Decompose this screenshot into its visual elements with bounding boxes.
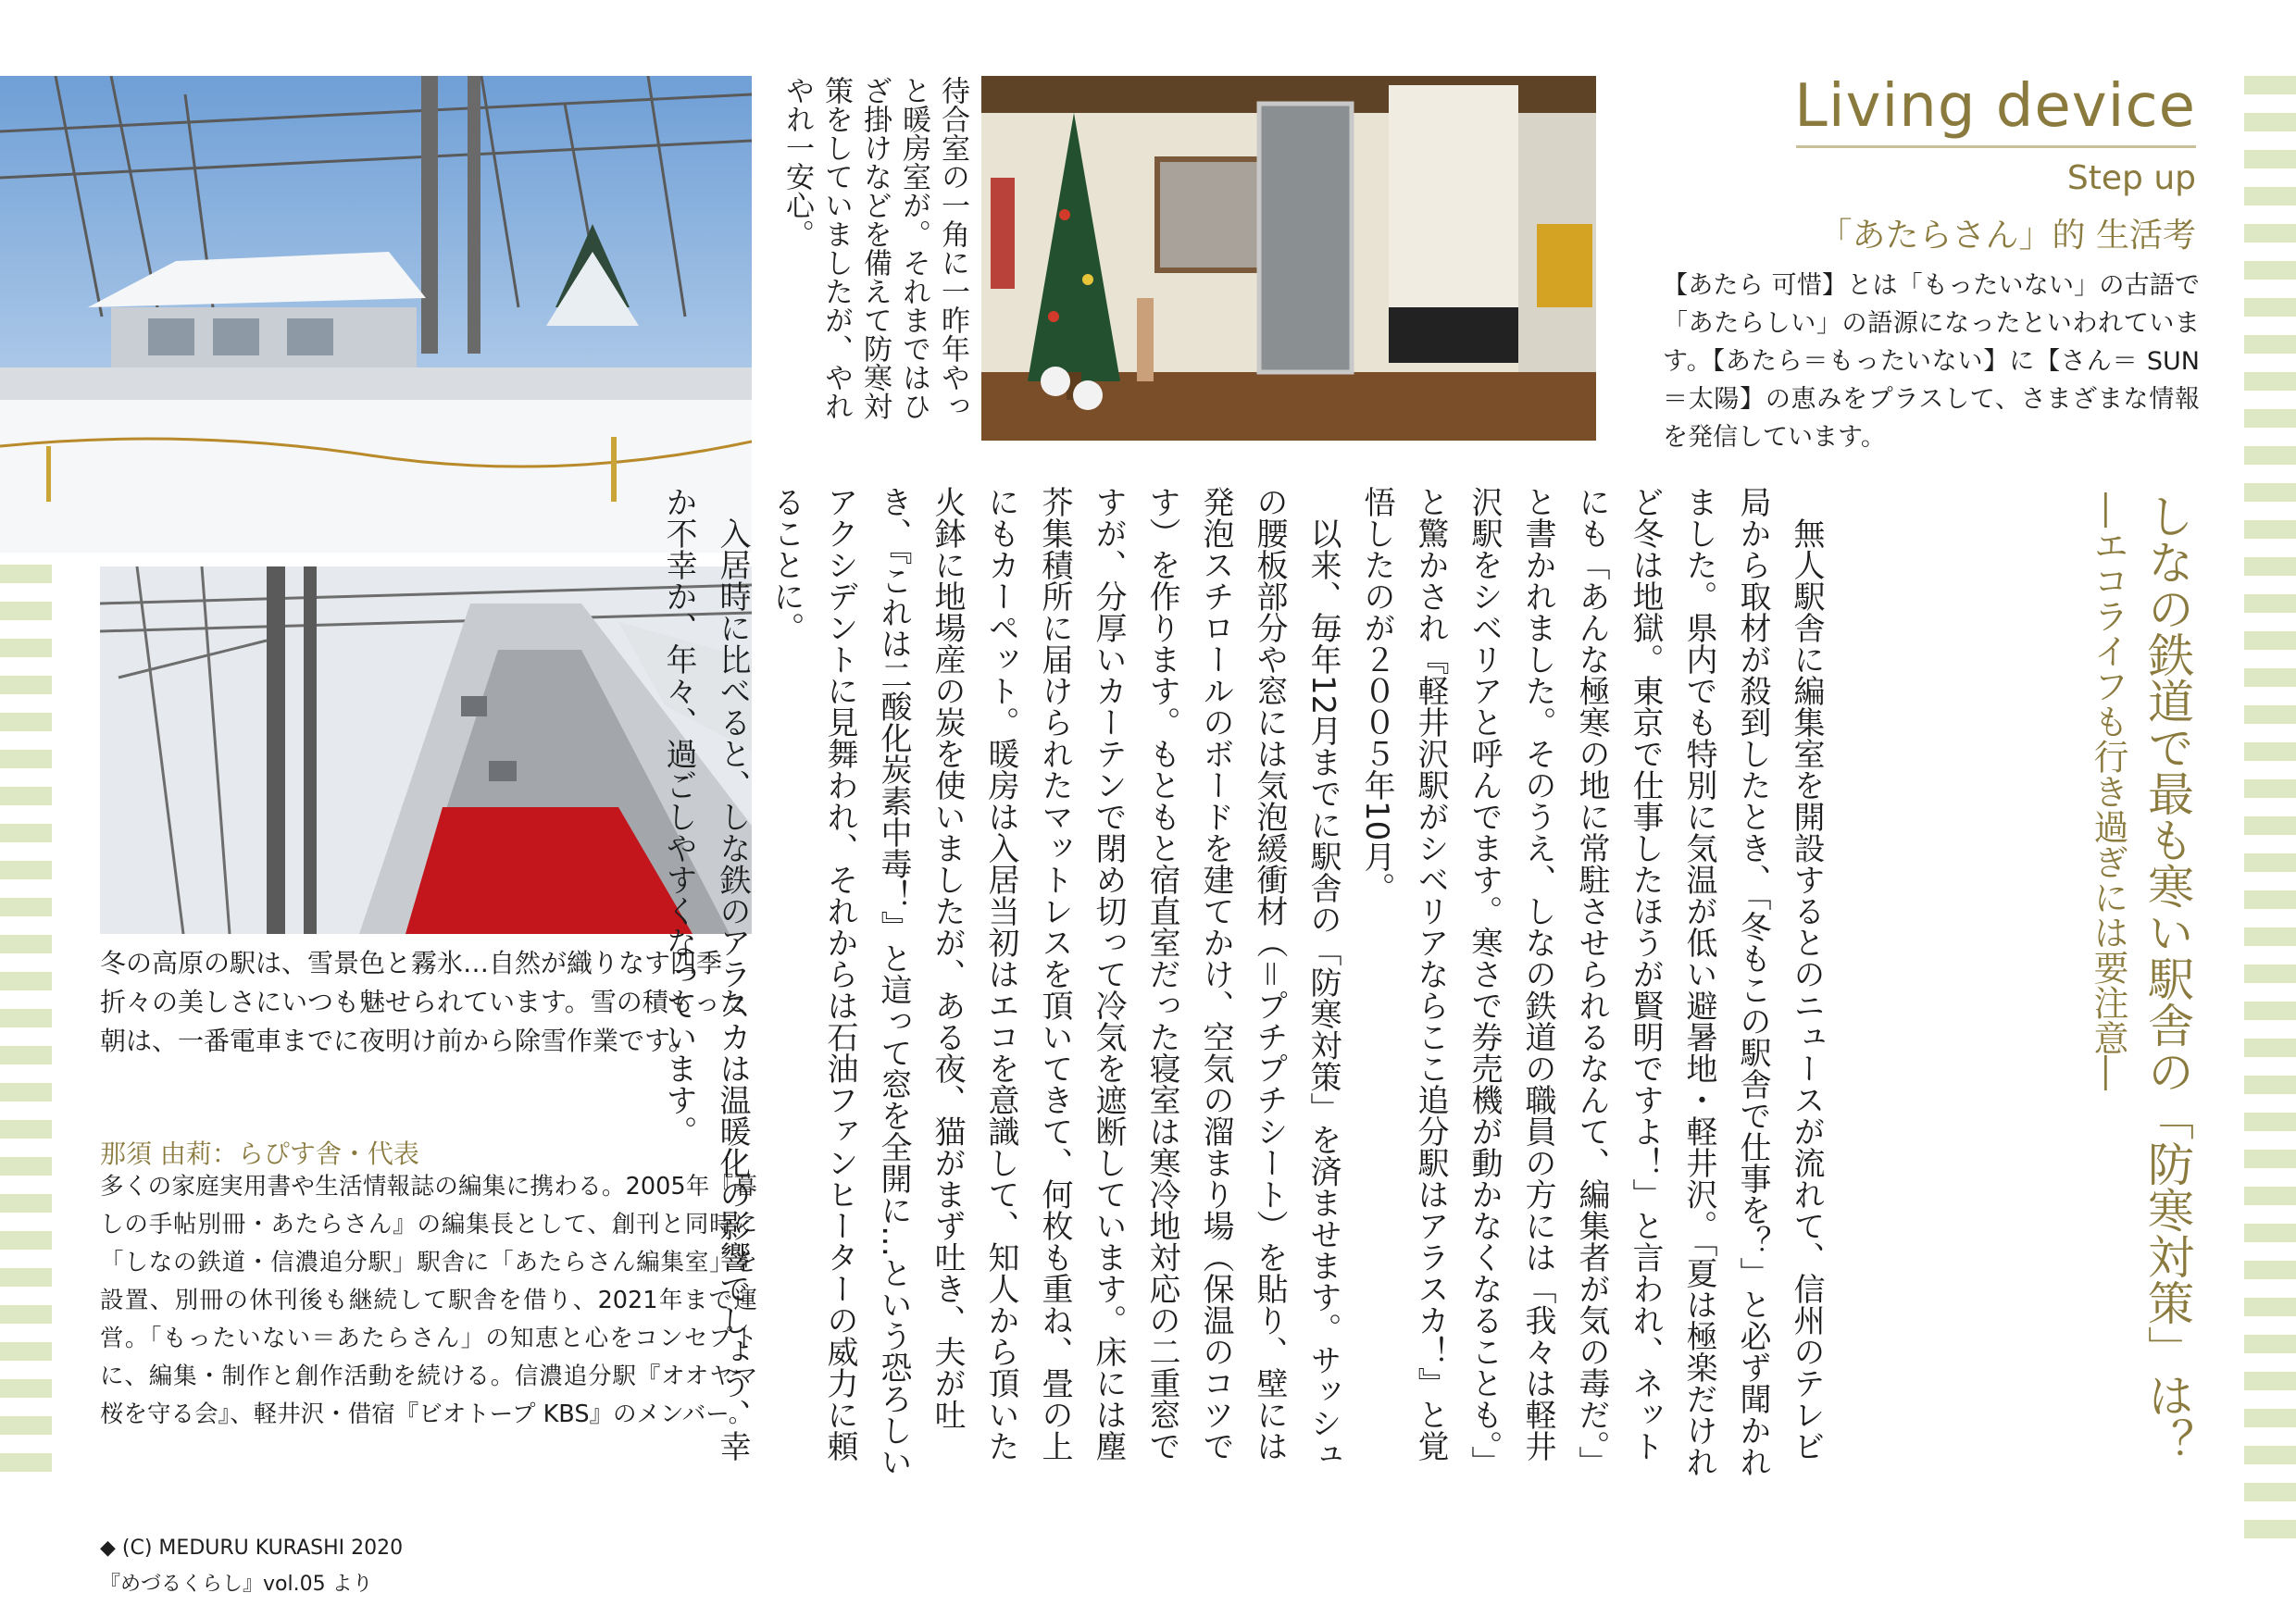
- waiting-room-photo: [981, 76, 1596, 441]
- author-bio: 多くの家庭実用書や生活情報誌の編集に携わる。2005年『暮しの手帖別冊・あたらさん』の編集長として、創刊と同時に「しなの鉄道・信濃追分駅」駅舎に「あたらさん編集室」を設置、別冊の休刊後も継続して駅舎を借り、2021年まで運営。「もったいない＝あたらさん」の知恵と心をコンセプトに、編集・制作と創作活動を続ける。信濃追分駅『オオヤマ桜を守る会』、軽井沢・借宿『ビオトープ KBS』のメンバー。: [100, 1173, 757, 1428]
- section-title: Living device: [1794, 72, 2196, 141]
- article-headline: しなの鉄道で最も寒い駅舎の「防寒対策」は？: [2140, 492, 2194, 1464]
- article-subhead: ―エコライフも行き過ぎには要注意―: [2088, 492, 2128, 1090]
- source-credit: 『めづるくらし』vol.05 より: [100, 1573, 373, 1596]
- station-exterior-photo: [0, 76, 752, 553]
- article-body: 無人駅舎に編集室を開設するとのニュースが流れて、信州のテレビ局から取材が殺到したとき、「冬もこの駅舎で仕事を？」と必ず聞かれました。県内でも特別に気温が低い避暑地・軽井沢。「夏は極楽だけれど冬は地獄。東京で仕事したほうが賢明ですよ！」と言われ、ネットにも「あんな極寒の地に常駐させられるなんて、編集者が気の毒だ。」と書かれました。そのうえ、しなの鉄道の職員の方には「我々は軽井沢駅をシベリアと呼んでます。寒さで券売機が動かなくなることも。」と驚かされ『軽井沢駅がシベリアならここ追分駅はアラスカ！』と覚悟したのが２００５年10月。 以来、毎年12月までに駅舎の「防寒対策」を済ませます。サッシュの腰板部分や窓には気泡緩衝材（＝プチプチシート）を貼り、壁には発泡スチロールのボードを建てかけ、空気の溜まり場（保温のコツです）を作ります。もともと宿直室だった寝室は寒冷地対応の二重窓ですが、分厚いカーテンで閉め切って冷気を遮断しています。床には塵芥集積所に届けられたマットレスを頂いてきて、何枚も重ね、畳の上にもカーペット。暖房は入居当初はエコを意識して、知人から頂いた火鉢に地場産の炭を使いましたが、ある夜、猫がまず吐き、夫が吐き、『これは二酸化炭素中毒！』と這って窓を全開に…という恐ろしいアクシデントに見舞われ、それからは石油ファンヒーターの威力に頼ることに。 入居時に比べると、しな鉄のアラスカは温暖化の影響でしょう、幸か不幸か、年々、過ごしやすくなっています。: [660, 486, 1825, 1477]
- copyright-credit: ◆ (C) MEDURU KURASHI 2020: [100, 1537, 404, 1560]
- right-stripe-band: [2244, 76, 2296, 1538]
- step-up-label: Step up: [2066, 159, 2196, 197]
- title-rule: [1796, 145, 2196, 148]
- photo-caption: 冬の高原の駅は、雪景色と霧氷…自然が織りなす四季折々の美しさにいつも魅せられています。雪の積もった朝は、一番電車までに夜明け前から除雪作業です。: [100, 948, 746, 1056]
- atarasan-heading: 「あたらさん」的 生活考: [1818, 217, 2196, 255]
- left-stripe-band: [0, 565, 52, 1490]
- intro-text: 【あたら 可惜】とは「もったいない」の古語で「あたらしい」の語源になったといわれています。【あたら＝もったいない】に【さん＝ SUN ＝太陽】の恵みをプラスして、さまざまな情報を発信しています。: [1663, 271, 2200, 452]
- waiting-room-note: 待合室の一角に一昨年やっと暖房室が。それまではひざ掛けなどを備えて防寒対策をしていましたが、やれやれ一安心。: [780, 76, 969, 420]
- author-name: 那須 由莉：らぴす舎・代表: [100, 1139, 419, 1169]
